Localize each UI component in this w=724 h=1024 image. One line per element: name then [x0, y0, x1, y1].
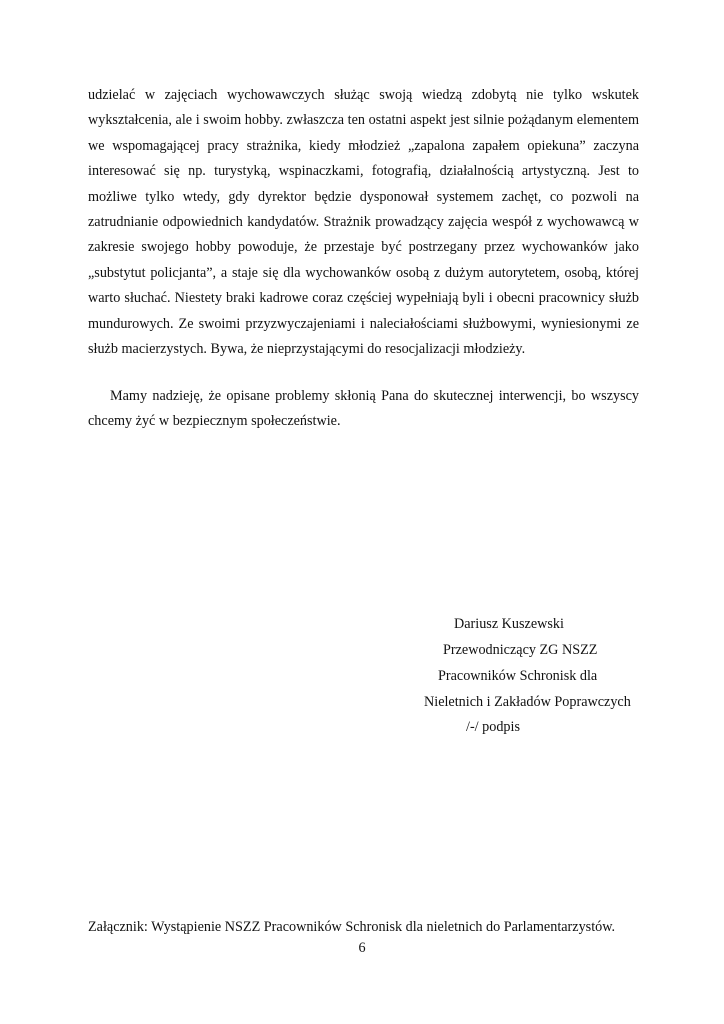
signatory-title-line-3: Nieletnich i Zakładów Poprawczych — [424, 694, 631, 710]
body-paragraph-1: udzielać w zajęciach wychowawczych służąc swoją wiedzą zdobytą nie tylko wskutek wykształcenia, ale i swoim hobby. zwłaszcza ten ostatni aspekt jest silnie pożądanym elementem we wspomagającej pracy strażnika, kiedy młodzież „zapalona zapałem opiekuna” zaczyna interesować się np. turystyką, wspinaczkami, fotografią, działalnością artystyczną. Jest to możliwe tylko wtedy, gdy dyrektor będzie dysponował systemem zachęt, co pozwoli na zatrudnianie odpowiednich kandydatów. Strażnik prowadzący zajęcia wespół z wychowawcą w zakresie swojego hobby powoduje, że przestaje być postrzegany przez wychowanków jako „substytut policjanta”, a staje się dla wychowanków osobą z dużym autorytetem, osobą, której warto słuchać. Niestety braki kadrowe coraz częściej wypełniają byli i obecni pracownicy służb mundurowych. Ze swoimi przyzwyczajeniami i naleciałościami służbowymi, wyniesionymi ze służb macierzystych. Bywa, że nieprzystającymi do resocjalizacji młodzieży. — [88, 87, 639, 358]
signatory-name: Dariusz Kuszewski — [454, 616, 564, 632]
page-number: 6 — [358, 940, 366, 956]
attachment-note: Załącznik: Wystąpienie NSZZ Pracowników Schronisk dla nieletnich do Parlamentarzystów. — [88, 919, 616, 935]
signatory-title-line-1: Przewodniczący ZG NSZZ — [443, 642, 598, 658]
signature-mark: /-/ podpis — [466, 719, 520, 735]
body-paragraph-2: Mamy nadzieję, że opisane problemy skłonią Pana do skutecznej interwencji, bo wszyscy chcemy żyć w bezpiecznym społeczeństwie. — [88, 388, 639, 430]
signatory-title-line-2: Pracowników Schronisk dla — [438, 668, 598, 684]
